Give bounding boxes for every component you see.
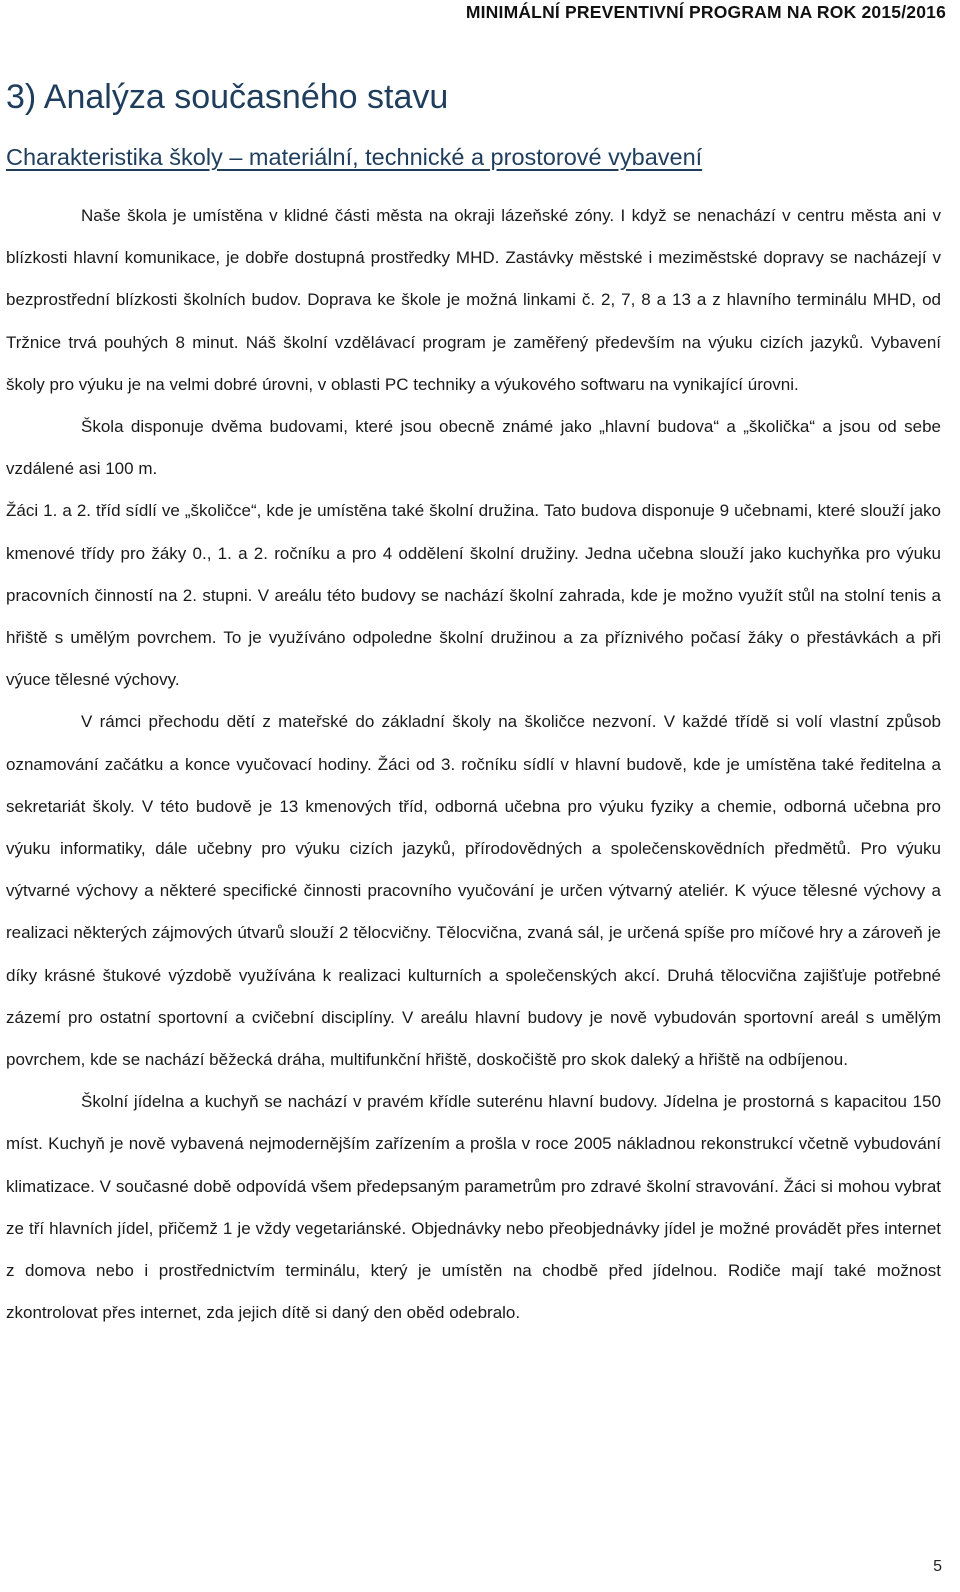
paragraph-main-building: V rámci přechodu dětí z mateřské do základní školy na školičce nezvoní. V každé třídě si volí vlastní způsob oznamování začátku a konce vyučovací hodiny. Žáci od 3. ročníku sídlí v hlavní budově, kde je umístěna také ředitelna a sekretariát školy. V této budově je 13 kmenových tříd, odborná učebna pro výuku fyziky a chemie, odborná učebna pro výuku informatiky, dále učebny pro výuku cizích jazyků, přírodovědných a společenskovědních předmětů. Pro výuku výtvarné výchovy a některé specifické činnosti pracovního vyučování je určen výtvarný ateliér. K výuce tělesné výchovy a realizaci některých zájmových útvarů slouží 2 tělocvičny. Tělocvična, zvaná sál, je určená spíše pro míčové hry a zároveň je díky krásné štukové výzdobě využívána k realizaci kulturních a společenských akcí. Druhá tělocvična zajišťuje potřebné zázemí pro ostatní sportovní a cvičební disciplíny. V areálu hlavní budovy je nově vybudován sportovní areál s umělým povrchem, kde se nachází běžecká dráha, multifunkční hřiště, doskočiště pro skok daleký a hřiště na odbíjenou. bbox=[6, 712, 941, 1070]
subheading: Charakteristika školy – materiální, technické a prostorové vybavení bbox=[6, 144, 703, 170]
paragraph-location: Naše škola je umístěna v klidné části města na okraji lázeňské zóny. I když se nenachází v centru města ani v blízkosti hlavní komunikace, je dobře dostupná prostředky MHD. Zastávky městské i meziměstské dopravy se nacházejí v bezprostřední blízkosti školních budov. Doprava ke škole je možná linkami č. 2, 7, 8 a 13 a z hlavního terminálu MHD, od Tržnice trvá pouhých 8 minut. Náš školní vzdělávací program je zaměřený především na výuku cizích jazyků. Vybavení školy pro výuku je na velmi dobré úrovni, v oblasti PC techniky a výukového softwaru na vynikající úrovni. bbox=[6, 206, 941, 394]
page-number: 5 bbox=[933, 1558, 942, 1575]
body-text bbox=[6, 195, 941, 1334]
running-header: MINIMÁLNÍ PREVENTIVNÍ PROGRAM NA ROK 2015/2016 bbox=[465, 2, 946, 22]
paragraph-buildings: Škola disponuje dvěma budovami, které jsou obecně známé jako „hlavní budova“ a „školička“ a jsou od sebe vzdálené asi 100 m. bbox=[6, 417, 941, 479]
paragraph-skolicka: Žáci 1. a 2. tříd sídlí ve „školičce“, kde je umístěna také školní družina. Tato budova disponuje 9 učebnami, které slouží jako kmenové třídy pro žáky 0., 1. a 2. ročníku a pro 4 oddělení školní družiny. Jedna učebna slouží jako kuchyňka pro výuku pracovních činností na 2. stupni. V areálu této budovy se nachází školní zahrada, kde je možno využít stůl na stolní tenis a hřiště s umělým povrchem. To je využíváno odpoledne školní družinou a za příznivého počasí žáky o přestávkách a při výuce tělesné výchovy. bbox=[6, 501, 941, 690]
paragraph-canteen: Školní jídelna a kuchyň se nachází v pravém křídle suterénu hlavní budovy. Jídelna je prostorná s kapacitou 150 míst. Kuchyň je nově vybavená nejmodernějším zařízením a prošla v roce 2005 nákladnou rekonstrukcí včetně vybudování klimatizace. V současné době odpovídá všem předepsaným parametrům pro zdravé školní stravování. Žáci si mohou vybrat ze tří hlavních jídel, přičemž 1 je vždy vegetariánské. Objednávky nebo přeobjednávky jídel je možné provádět přes internet z domova nebo i prostřednictvím terminálu, který je umístěn na chodbě před jídelnou. Rodiče mají také možnost zkontrolovat přes internet, zda jejich dítě si daný den oběd odebralo. bbox=[6, 1092, 941, 1323]
section-heading: 3) Analýza současného stavu bbox=[6, 78, 449, 116]
